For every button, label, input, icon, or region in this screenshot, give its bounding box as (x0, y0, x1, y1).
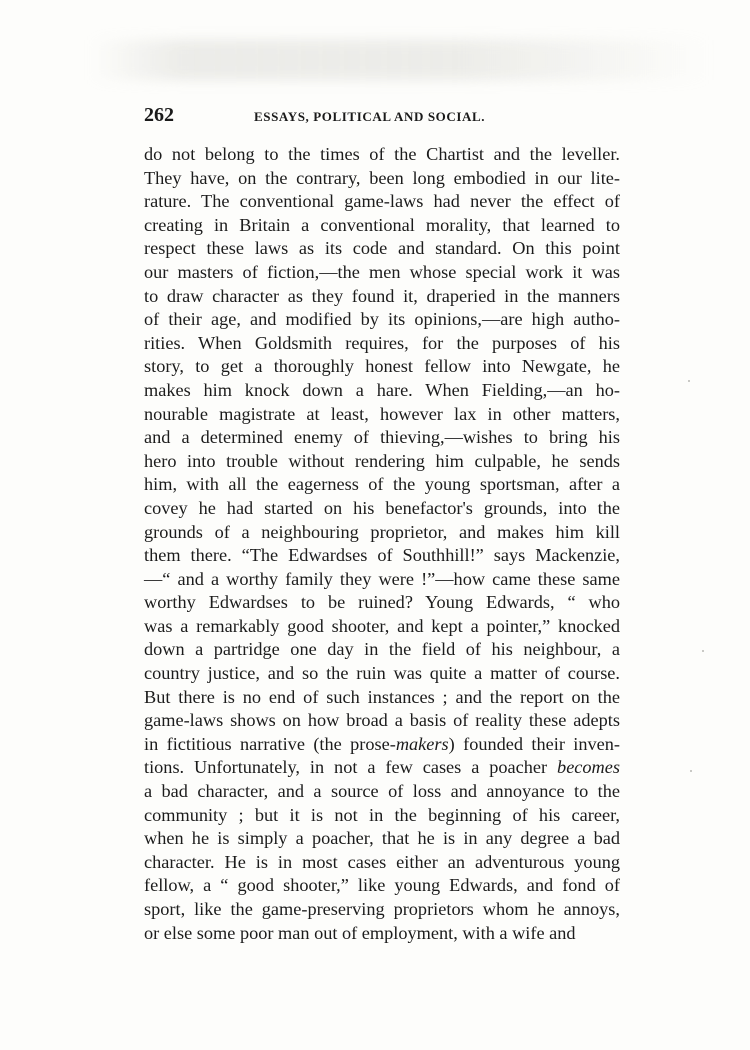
text-line: community ; but it is not in the beginning of his career, (144, 804, 620, 825)
text-line: fellow, a “ good shooter,” like young Edwards, and fond of (144, 875, 620, 896)
body-text (144, 143, 620, 945)
text-line: creating in Britain a conventional morality, that learned to (144, 214, 620, 235)
scan-speck (690, 770, 692, 772)
text-line: tions. Unfortunately, in not a few cases a poacher becomes (144, 757, 620, 778)
text-line: nourable magistrate at least, however lax in other matters, (144, 403, 620, 424)
text-line: was a remarkably good shooter, and kept a pointer,” knocked (144, 615, 620, 636)
text-line: worthy Edwardses to be ruined? Young Edwards, “ who (144, 592, 620, 613)
text-line: story, to get a thoroughly honest fellow into Newgate, he (144, 356, 620, 377)
text-line: when he is simply a poacher, that he is in any degree a bad (144, 828, 620, 849)
text-line: makes him knock down a hare. When Fielding,—an ho- (144, 379, 620, 400)
text-line: character. He is in most cases either an adventurous young (144, 851, 620, 872)
text-line: in fictitious narrative (the prose-makers) founded their inven- (144, 733, 620, 754)
text-line: But there is no end of such instances ; and the report on the (144, 686, 620, 707)
scan-smudge (90, 40, 710, 80)
running-title: ESSAYS, POLITICAL AND SOCIAL. (254, 109, 486, 124)
text-line: him, with all the eagerness of the young sportsman, after a (144, 474, 620, 495)
italic-word: becomes (557, 757, 620, 778)
text-line: of their age, and modified by its opinions,—are high autho- (144, 309, 620, 330)
text-line: or else some poor man out of employment, with a wife and (144, 922, 576, 943)
text-line: down a partridge one day in the field of his neighbour, a (144, 639, 620, 660)
text-line: covey he had started on his benefactor's grounds, into the (144, 497, 620, 518)
page-number: 262 (144, 104, 174, 126)
text-line: and a determined enemy of thieving,—wishes to bring his (144, 427, 620, 448)
text-line: country justice, and so the ruin was quite a matter of course. (144, 663, 620, 684)
text-line: them there. “The Edwardses of Southhill!” says Mackenzie, (144, 545, 620, 566)
text-line: —“ and a worthy family they were !”—how came these same (144, 568, 620, 589)
scan-speck (702, 650, 704, 652)
running-head (144, 104, 620, 132)
text-line: rature. The conventional game-laws had never the effect of (144, 191, 620, 212)
italic-word: makers (395, 733, 449, 754)
scan-speck (688, 380, 690, 382)
text-line: our masters of fiction,—the men whose special work it was (144, 261, 620, 282)
text-line: sport, like the game-preserving proprietors whom he annoys, (144, 899, 620, 919)
text-line: a bad character, and a source of loss and annoyance to the (144, 781, 620, 802)
text-line: grounds of a neighbouring proprietor, and makes him kill (144, 521, 620, 542)
text-line: respect these laws as its code and standard. On this point (144, 238, 620, 259)
text-line: game-laws shows on how broad a basis of reality these adepts (144, 710, 620, 731)
text-line: do not belong to the times of the Chartist and the leveller. (144, 144, 620, 164)
text-line: rities. When Goldsmith requires, for the purposes of his (144, 332, 620, 353)
text-line: They have, on the contrary, been long embodied in our lite- (144, 167, 620, 188)
text-line: hero into trouble without rendering him culpable, he sends (144, 450, 620, 471)
text-line: to draw character as they found it, draperied in the manners (144, 285, 620, 306)
